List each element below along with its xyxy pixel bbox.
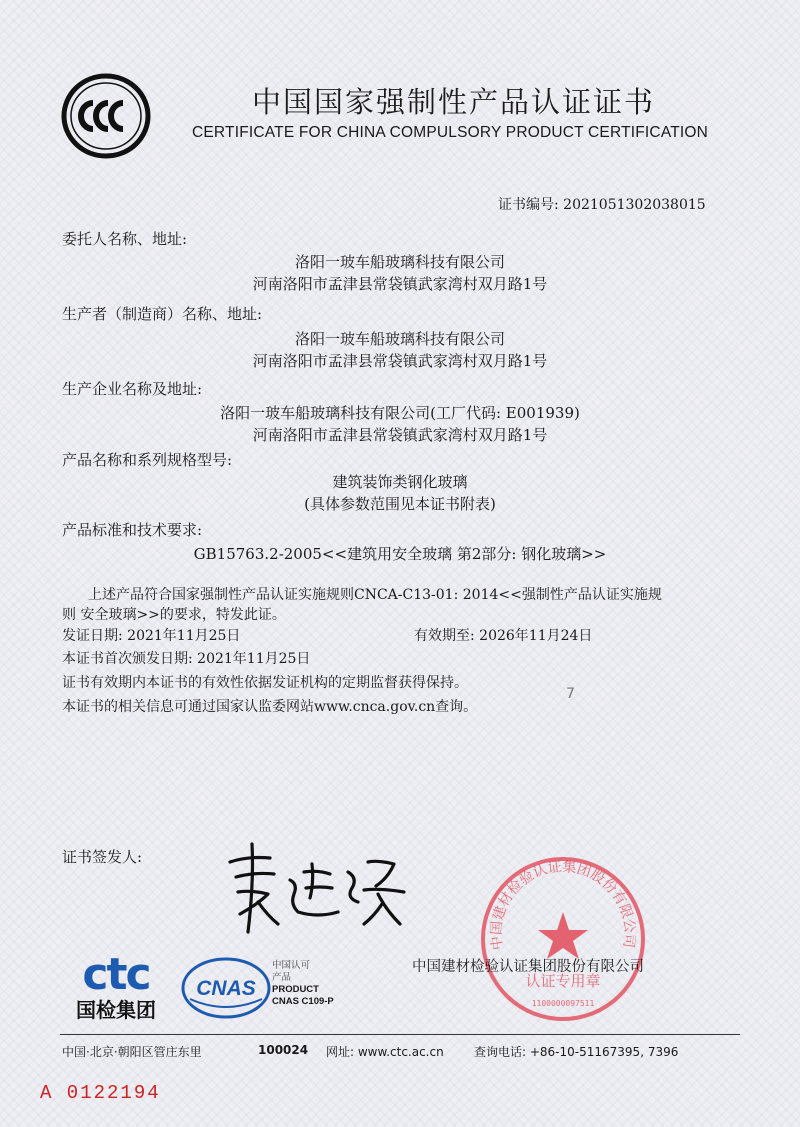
footer-website: 网址: www.ctc.ac.cn: [326, 1045, 444, 1059]
first-issue-date: 本证书首次颁发日期: 2021年11月25日: [62, 651, 311, 667]
serial-number: A 0122194: [40, 1082, 161, 1104]
cnas-logo-icon: [180, 955, 272, 1021]
manufacturer-name: 洛阳一玻车船玻璃科技有限公司: [294, 330, 505, 348]
cnas-cn-1: 中国认可: [272, 960, 311, 971]
manufacturer-address: 河南洛阳市孟津县常袋镇武家湾村双月路1号: [252, 352, 548, 370]
standard-value: GB15763.2-2005<<建筑用安全玻璃 第2部分: 钢化玻璃>>: [193, 545, 607, 563]
statement-line-1: 上述产品符合国家强制性产品认证实施规则CNCA-C13-01: 2014<<强制性产品认证实施规: [88, 587, 662, 603]
footer-postcode: 100024: [258, 1043, 309, 1057]
expiry-date: 有效期至: 2026年11月24日: [414, 628, 593, 644]
ctc-logo-text: ctc: [82, 949, 150, 1000]
signature-image: [218, 832, 418, 942]
ctc-logo: [66, 949, 166, 1025]
title-chinese: 中国国家强制性产品认证证书: [252, 85, 656, 119]
standard-label: 产品标准和技术要求:: [62, 521, 203, 539]
statement-line-2: 则 安全玻璃>>的要求，特发此证。: [62, 607, 286, 623]
cnas-product: PRODUCT: [272, 984, 319, 995]
footer-phone: 查询电话: +86-10-51167395, 7396: [474, 1045, 679, 1059]
ctc-logo-cn: 国检集团: [76, 998, 156, 1022]
footer-address: 中国·北京·朝阳区管庄东里: [62, 1045, 202, 1059]
issuer-name: 中国建材检验认证集团股份有限公司: [412, 959, 644, 975]
ccc-logo-icon: [60, 70, 152, 162]
seal-number-text: 1100000097511: [531, 999, 595, 1008]
seal-arc-text: 中国建材检验认证集团股份有限公司: [488, 859, 638, 951]
client-name: 洛阳一玻车船玻璃科技有限公司: [294, 253, 505, 271]
product-note: (具体参数范围见本证书附表): [304, 495, 496, 513]
client-address: 河南洛阳市孟津县常袋镇武家湾村双月路1号: [252, 275, 548, 293]
cnas-caption: [272, 960, 362, 1008]
title-english: CERTIFICATE FOR CHINA COMPULSORY PRODUCT CERTIFICATION: [192, 124, 709, 141]
validity-note: 证书有效期内本证书的有效性依据发证机构的定期监督获得保持。: [62, 675, 468, 691]
inquiry-note: 本证书的相关信息可通过国家认监委网站www.cnca.gov.cn查询。: [62, 699, 478, 715]
footer-divider: [60, 1034, 740, 1035]
factory-address: 河南洛阳市孟津县常袋镇武家湾村双月路1号: [252, 426, 548, 444]
stray-mark: 7: [566, 686, 575, 702]
issuer-seal-icon: [478, 854, 648, 1024]
factory-label: 生产企业名称及地址:: [62, 380, 203, 398]
seal-sub-text: 认证专用章: [525, 972, 601, 990]
product-label: 产品名称和系列规格型号:: [62, 451, 233, 469]
issue-date: 发证日期: 2021年11月25日: [62, 628, 241, 644]
cnas-code: CNAS C109-P: [272, 996, 334, 1007]
factory-name: 洛阳一玻车船玻璃科技有限公司(工厂代码: E001939): [220, 404, 580, 422]
manufacturer-label: 生产者（制造商）名称、地址:: [62, 305, 263, 323]
cnas-cn-2: 产品: [272, 972, 292, 983]
cnas-logo-text: CNAS: [196, 977, 256, 1000]
product-name: 建筑装饰类钢化玻璃: [332, 473, 468, 491]
client-label: 委托人名称、地址:: [62, 230, 188, 248]
certificate-number: 证书编号: 2021051302038015: [498, 197, 706, 213]
signer-label: 证书签发人:: [62, 848, 143, 866]
